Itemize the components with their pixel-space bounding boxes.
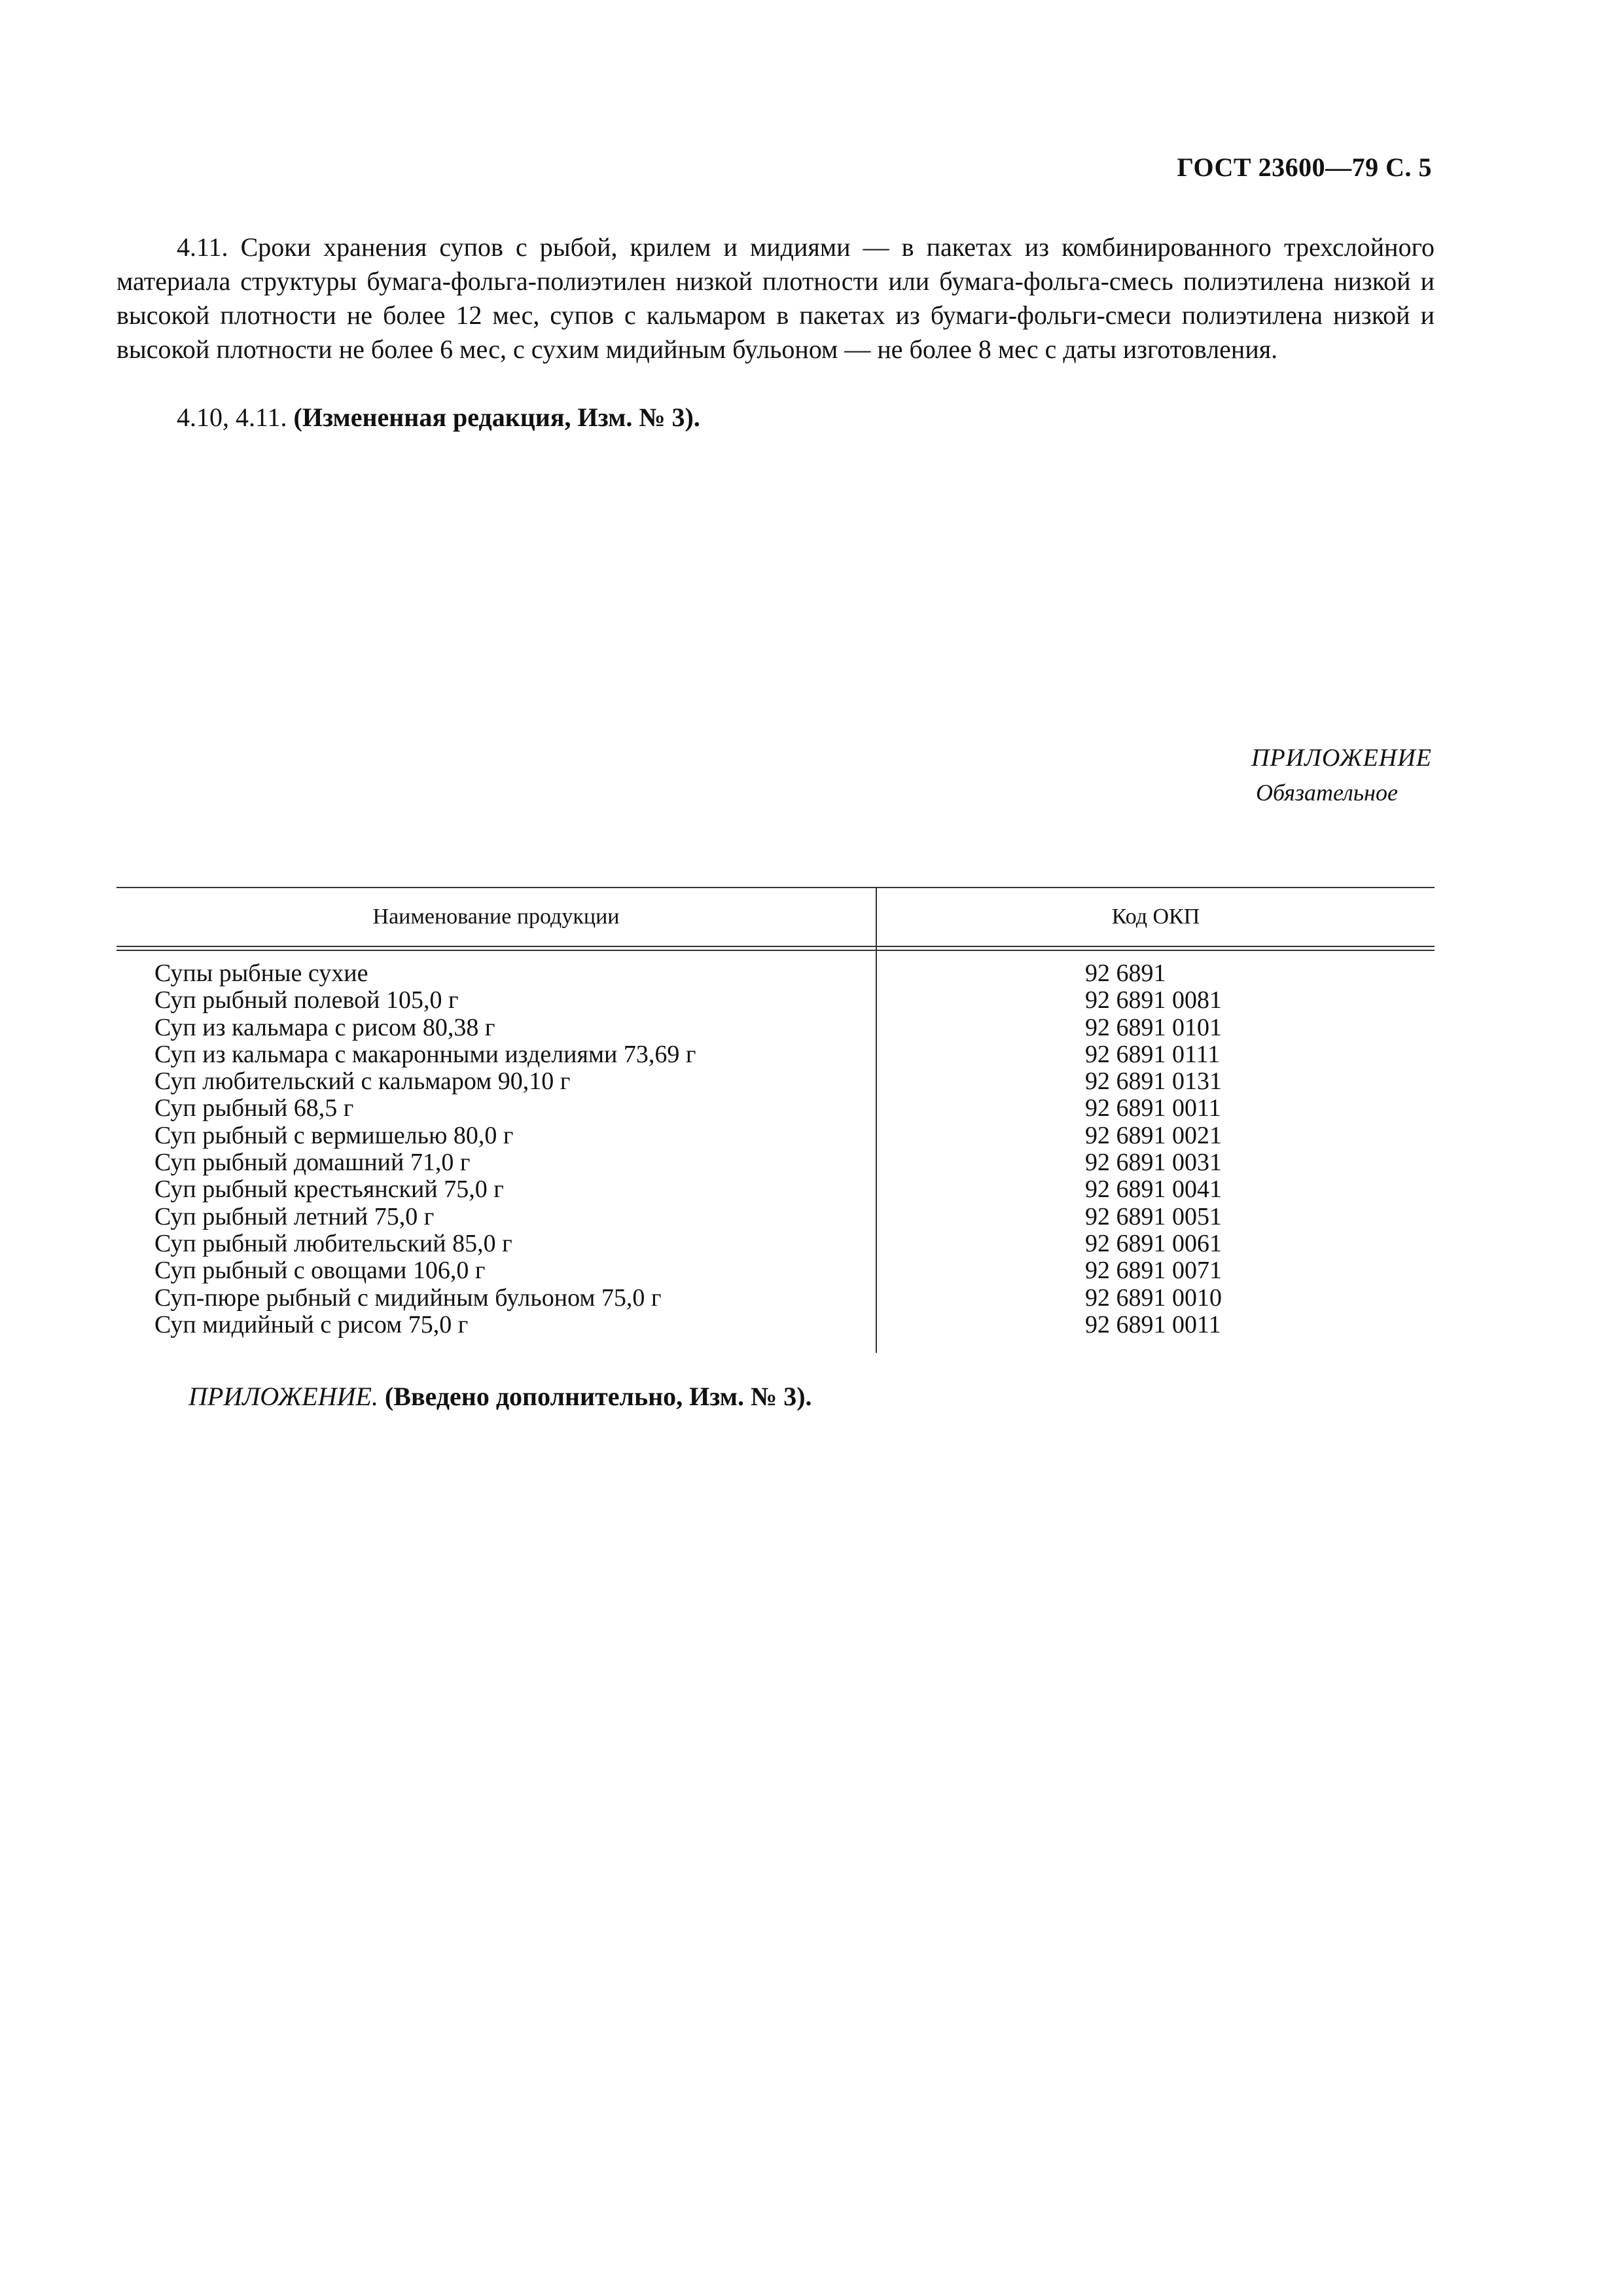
header-okp-code: Код ОКП — [1111, 905, 1200, 929]
appendix-note-text: (Введено дополнительно, Изм. № 3). — [384, 1382, 812, 1411]
okp-code-cell: 92 6891 0101 — [1085, 1013, 1222, 1041]
table-row — [116, 1068, 1435, 1095]
table-row — [116, 1176, 1435, 1203]
table-row — [116, 1285, 1435, 1312]
product-name-cell: Суп рыбный летний 75,0 г — [154, 1202, 435, 1230]
okp-code-cell: 92 6891 0071 — [1085, 1257, 1222, 1285]
okp-code-cell: 92 6891 0021 — [1085, 1121, 1222, 1149]
okp-code-table — [116, 887, 1435, 1357]
product-name-cell: Суп рыбный 68,5 г — [154, 1094, 354, 1122]
table-row — [116, 960, 1435, 987]
product-name-cell: Суп из кальмара с макаронными изделиями 73,69 г — [154, 1040, 696, 1068]
okp-code-cell: 92 6891 0011 — [1085, 1310, 1221, 1338]
okp-code-cell: 92 6891 — [1085, 960, 1166, 987]
okp-code-cell: 92 6891 0111 — [1085, 1040, 1221, 1068]
okp-code-cell: 92 6891 0051 — [1085, 1202, 1222, 1230]
product-name-cell: Суп рыбный с вермишелью 80,0 г — [154, 1121, 514, 1149]
okp-code-cell: 92 6891 0041 — [1085, 1175, 1222, 1204]
table-row — [116, 1230, 1435, 1257]
appendix-subtitle: Обязательное — [1256, 780, 1398, 806]
table-row — [116, 1149, 1435, 1176]
amendment-note — [116, 401, 1495, 435]
appendix-note-label: ПРИЛОЖЕНИЕ. — [188, 1382, 378, 1411]
table-row — [116, 1041, 1435, 1068]
product-name-cell: Суп рыбный полевой 105,0 г — [154, 986, 459, 1014]
header-product-name: Наименование продукции — [372, 905, 620, 929]
okp-code-cell: 92 6891 0061 — [1085, 1229, 1222, 1257]
table-top-rule — [116, 887, 1435, 888]
table-header-rule — [116, 946, 1435, 951]
table-row — [116, 1204, 1435, 1230]
product-name-cell: Суп-пюре рыбный с мидийным бульоном 75,0 г — [154, 1283, 662, 1312]
product-name-cell: Суп рыбный любительский 85,0 г — [154, 1229, 512, 1257]
product-name-cell: Суп мидийный с рисом 75,0 г — [154, 1310, 469, 1338]
paragraph-4-11: 4.11. Сроки хранения супов с рыбой, крилем и мидиями — в пакетах из комбинированного трехслойного материала структуры бумага-фольга-полиэтилен низкой плотности или бумага-фольга-смесь полиэтилена низкой и высокой плотности не более 12 мес, супов с кальмаром в пакетах из бумаги-фольги-смеси полиэтилена низкой и высокой плотности не более 6 мес, с сухим мидийным бульоном — не более 8 мес с даты изготовления. — [116, 232, 1435, 364]
okp-code-cell: 92 6891 0011 — [1085, 1094, 1221, 1122]
product-name-cell: Суп рыбный крестьянский 75,0 г — [154, 1175, 504, 1204]
okp-code-cell: 92 6891 0081 — [1085, 986, 1222, 1014]
table-row — [116, 987, 1435, 1014]
product-name-cell: Супы рыбные сухие — [154, 960, 368, 987]
okp-code-cell: 92 6891 0010 — [1085, 1283, 1222, 1312]
page-header: ГОСТ 23600—79 С. 5 — [1177, 152, 1432, 182]
okp-code-cell: 92 6891 0031 — [1085, 1149, 1222, 1177]
table-body — [116, 960, 1435, 1338]
product-name-cell: Суп рыбный домашний 71,0 г — [154, 1149, 471, 1177]
table-row — [116, 1312, 1435, 1338]
amendment-ref: 4.10, 4.11. — [177, 403, 287, 432]
appendix-title: ПРИЛОЖЕНИЕ — [1251, 744, 1432, 772]
table-row — [116, 1257, 1435, 1284]
amendment-text: (Измененная редакция, Изм. № 3). — [293, 403, 700, 432]
table-row — [116, 1014, 1435, 1041]
okp-code-cell: 92 6891 0131 — [1085, 1067, 1222, 1096]
product-name-cell: Суп рыбный с овощами 106,0 г — [154, 1257, 486, 1285]
table-row — [116, 1095, 1435, 1122]
product-name-cell: Суп из кальмара с рисом 80,38 г — [154, 1013, 495, 1041]
product-name-cell: Суп любительский с кальмаром 90,10 г — [154, 1067, 571, 1096]
appendix-note — [188, 1380, 812, 1414]
table-row — [116, 1122, 1435, 1149]
